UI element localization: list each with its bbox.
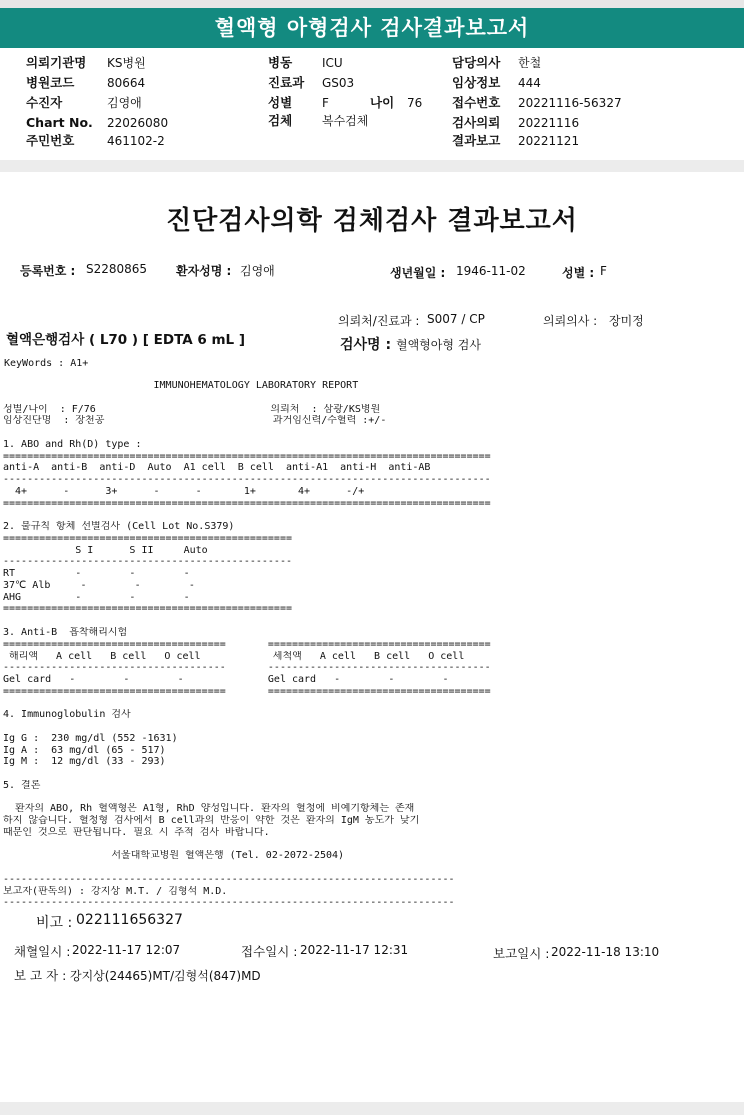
sex-label: 성별: [268, 95, 293, 110]
report-line: ---------------------------------------------------------------------------: [3, 897, 455, 909]
report-line: ---------------------------------------------------------------------------------: [3, 474, 491, 486]
clinical-info-value: 444: [518, 76, 541, 90]
dept-label: 의뢰처/진료과 :: [338, 314, 420, 328]
reporter-value: 강지상(24465)MT/김형석(847)MD: [70, 969, 261, 983]
attending-doctor-label: 담당의사: [452, 55, 501, 70]
report-sex-label: 성별 :: [562, 266, 595, 280]
collect-time-value: 2022-11-17 12:07: [72, 943, 181, 957]
chart-no-label: Chart No.: [26, 115, 93, 130]
specimen-value: 복수검체: [322, 114, 369, 128]
attending-doctor-value: 한철: [518, 56, 542, 70]
report-line: Ig A : 63 mg/dl (65 - 517): [3, 744, 166, 756]
report-line: =================================================================================: [3, 450, 491, 462]
report-line: 3. Anti-B 흡착해리시험: [3, 627, 128, 638]
test-request-value: 20221116: [518, 116, 580, 130]
report-line: IMMUNOHEMATOLOGY LABORATORY REPORT: [3, 380, 359, 391]
report-line: 환자의 ABO, Rh 혈액형은 A1형, RhD 양성입니다. 환자의 혈청에 비예기항체는 존재: [3, 803, 415, 815]
dob-value: 1946-11-02: [456, 264, 526, 278]
keywords: KeyWords : A1+: [4, 358, 89, 369]
report-line: AHG - - -: [3, 591, 190, 603]
report-line: ===================================== =====================================: [3, 638, 491, 650]
department-label: 진료과: [268, 75, 305, 90]
report-time-label: 보고일시 :: [493, 946, 550, 961]
report-line: anti-A anti-B anti-D Auto A1 cell B cell anti-A1 anti-H anti-AB: [3, 462, 431, 474]
result-report-value: 20221121: [518, 134, 580, 148]
patient-name-value: 김영애: [240, 264, 275, 278]
report-line: ================================================: [3, 603, 292, 615]
department-value: GS03: [322, 76, 355, 90]
page-title: 혈액형 아형검사 검사결과보고서: [0, 8, 744, 48]
report-line: ===================================== =====================================: [3, 685, 491, 697]
report-line: Gel card - - - Gel card - - -: [3, 674, 449, 685]
sex-value: F: [322, 96, 329, 110]
report-line: Ig G : 230 mg/dl (552 -1631): [3, 732, 178, 744]
age-label: 나이: [370, 95, 395, 110]
dept-value: S007 / CP: [427, 312, 485, 326]
patient-label: 수진자: [26, 95, 63, 110]
report-line: 성별/나이 : F/76 의뢰처 : 삼광/KS병원: [3, 403, 381, 415]
bottom-strip: [0, 1102, 744, 1115]
resident-no-label: 주민번호: [26, 133, 75, 148]
dob-label: 생년월일 :: [390, 266, 446, 280]
report-line: 보고자(판독의) : 강지상 M.T. / 김형석 M.D.: [3, 885, 228, 897]
report-line: 1. ABO and Rh(D) type :: [3, 438, 142, 450]
ward-value: ICU: [322, 56, 343, 70]
report-line: ------------------------------------------------: [3, 556, 292, 568]
hospital-name-value: KS병원: [107, 56, 146, 70]
requesting-doctor-value: 장미정: [609, 314, 644, 328]
report-line: 해리액 A cell B cell O cell 세척액 A cell B cell O cell: [3, 650, 465, 662]
report-line: 2. 불규칙 항체 선별검사 (Cell Lot No.S379): [3, 521, 235, 533]
receive-time-label: 접수일시 :: [241, 944, 298, 959]
requesting-doctor-label: 의뢰의사 :: [543, 314, 598, 328]
report-line: 37℃ Alb - - -: [3, 579, 195, 591]
report-line: =================================================================================: [3, 497, 491, 509]
report-time-value: 2022-11-18 13:10: [551, 945, 660, 959]
top-strip: [0, 0, 744, 8]
report-line: 서울대학교병원 혈액은행 (Tel. 02-2072-2504): [3, 850, 345, 862]
test-code: 혈액은행검사 ( L70 ) [ EDTA 6 mL ]: [6, 332, 246, 348]
reg-no-label: 등록번호 :: [20, 264, 76, 278]
report-line: 4. Immunoglobulin 검사: [3, 709, 131, 721]
report-sex-value: F: [600, 264, 607, 278]
report-line: 5. 결론: [3, 779, 41, 791]
chart-no-value: 22026080: [107, 116, 169, 130]
test-name-value: 혈액형아형 검사: [396, 338, 481, 352]
report-line: ---------------------------------------------------------------------------: [3, 873, 455, 885]
resident-no-value: 461102-2: [107, 134, 165, 148]
report-line: 때문인 것으로 판단됩니다. 필요 시 추적 검사 바랍니다.: [3, 826, 270, 838]
report-line: ------------------------------------- -------------------------------------: [3, 662, 491, 674]
report-line: ================================================: [3, 532, 292, 544]
reg-no-value: S2280865: [86, 262, 148, 276]
receipt-no-value: 20221116-56327: [518, 96, 622, 110]
report-line: RT - - -: [3, 568, 190, 580]
remark-value: 022111656327: [76, 912, 183, 928]
report-line: 하지 않습니다. 혈청형 검사에서 B cell과의 반응이 약한 것은 환자의 IgM 농도가 낮기: [3, 815, 420, 827]
ward-label: 병동: [268, 55, 293, 70]
receive-time-value: 2022-11-17 12:31: [300, 943, 409, 957]
report-line: 4+ - 3+ - - 1+ 4+ -/+: [3, 485, 365, 497]
section-gap: [0, 160, 744, 172]
result-report-label: 결과보고: [452, 133, 501, 148]
specimen-label: 검체: [268, 113, 293, 128]
collect-time-label: 채혈일시 :: [14, 944, 71, 959]
reporter-label: 보 고 자 :: [14, 968, 67, 983]
report-title: 진단검사의학 검체검사 결과보고서: [166, 206, 578, 236]
age-value: 76: [407, 96, 423, 110]
header-info: [0, 50, 744, 160]
report-line: S I S II Auto: [3, 544, 208, 556]
report-line: Ig M : 12 mg/dl (33 - 293): [3, 756, 166, 768]
hospital-code-label: 병원코드: [26, 75, 75, 90]
clinical-info-label: 임상정보: [452, 75, 501, 90]
hospital-name-label: 의뢰기관명: [26, 55, 87, 70]
hospital-code-value: 80664: [107, 76, 146, 90]
test-name-label: 검사명 :: [340, 337, 392, 353]
receipt-no-label: 접수번호: [452, 95, 501, 110]
report-line: 임상진단명 : 장천공 과거임신력/수혈력 :+/-: [3, 415, 387, 427]
patient-name-label: 환자성명 :: [176, 264, 232, 278]
remark-label: 비고 :: [36, 915, 73, 931]
patient-value: 김영애: [107, 96, 142, 110]
test-request-label: 검사의뢰: [452, 115, 501, 130]
